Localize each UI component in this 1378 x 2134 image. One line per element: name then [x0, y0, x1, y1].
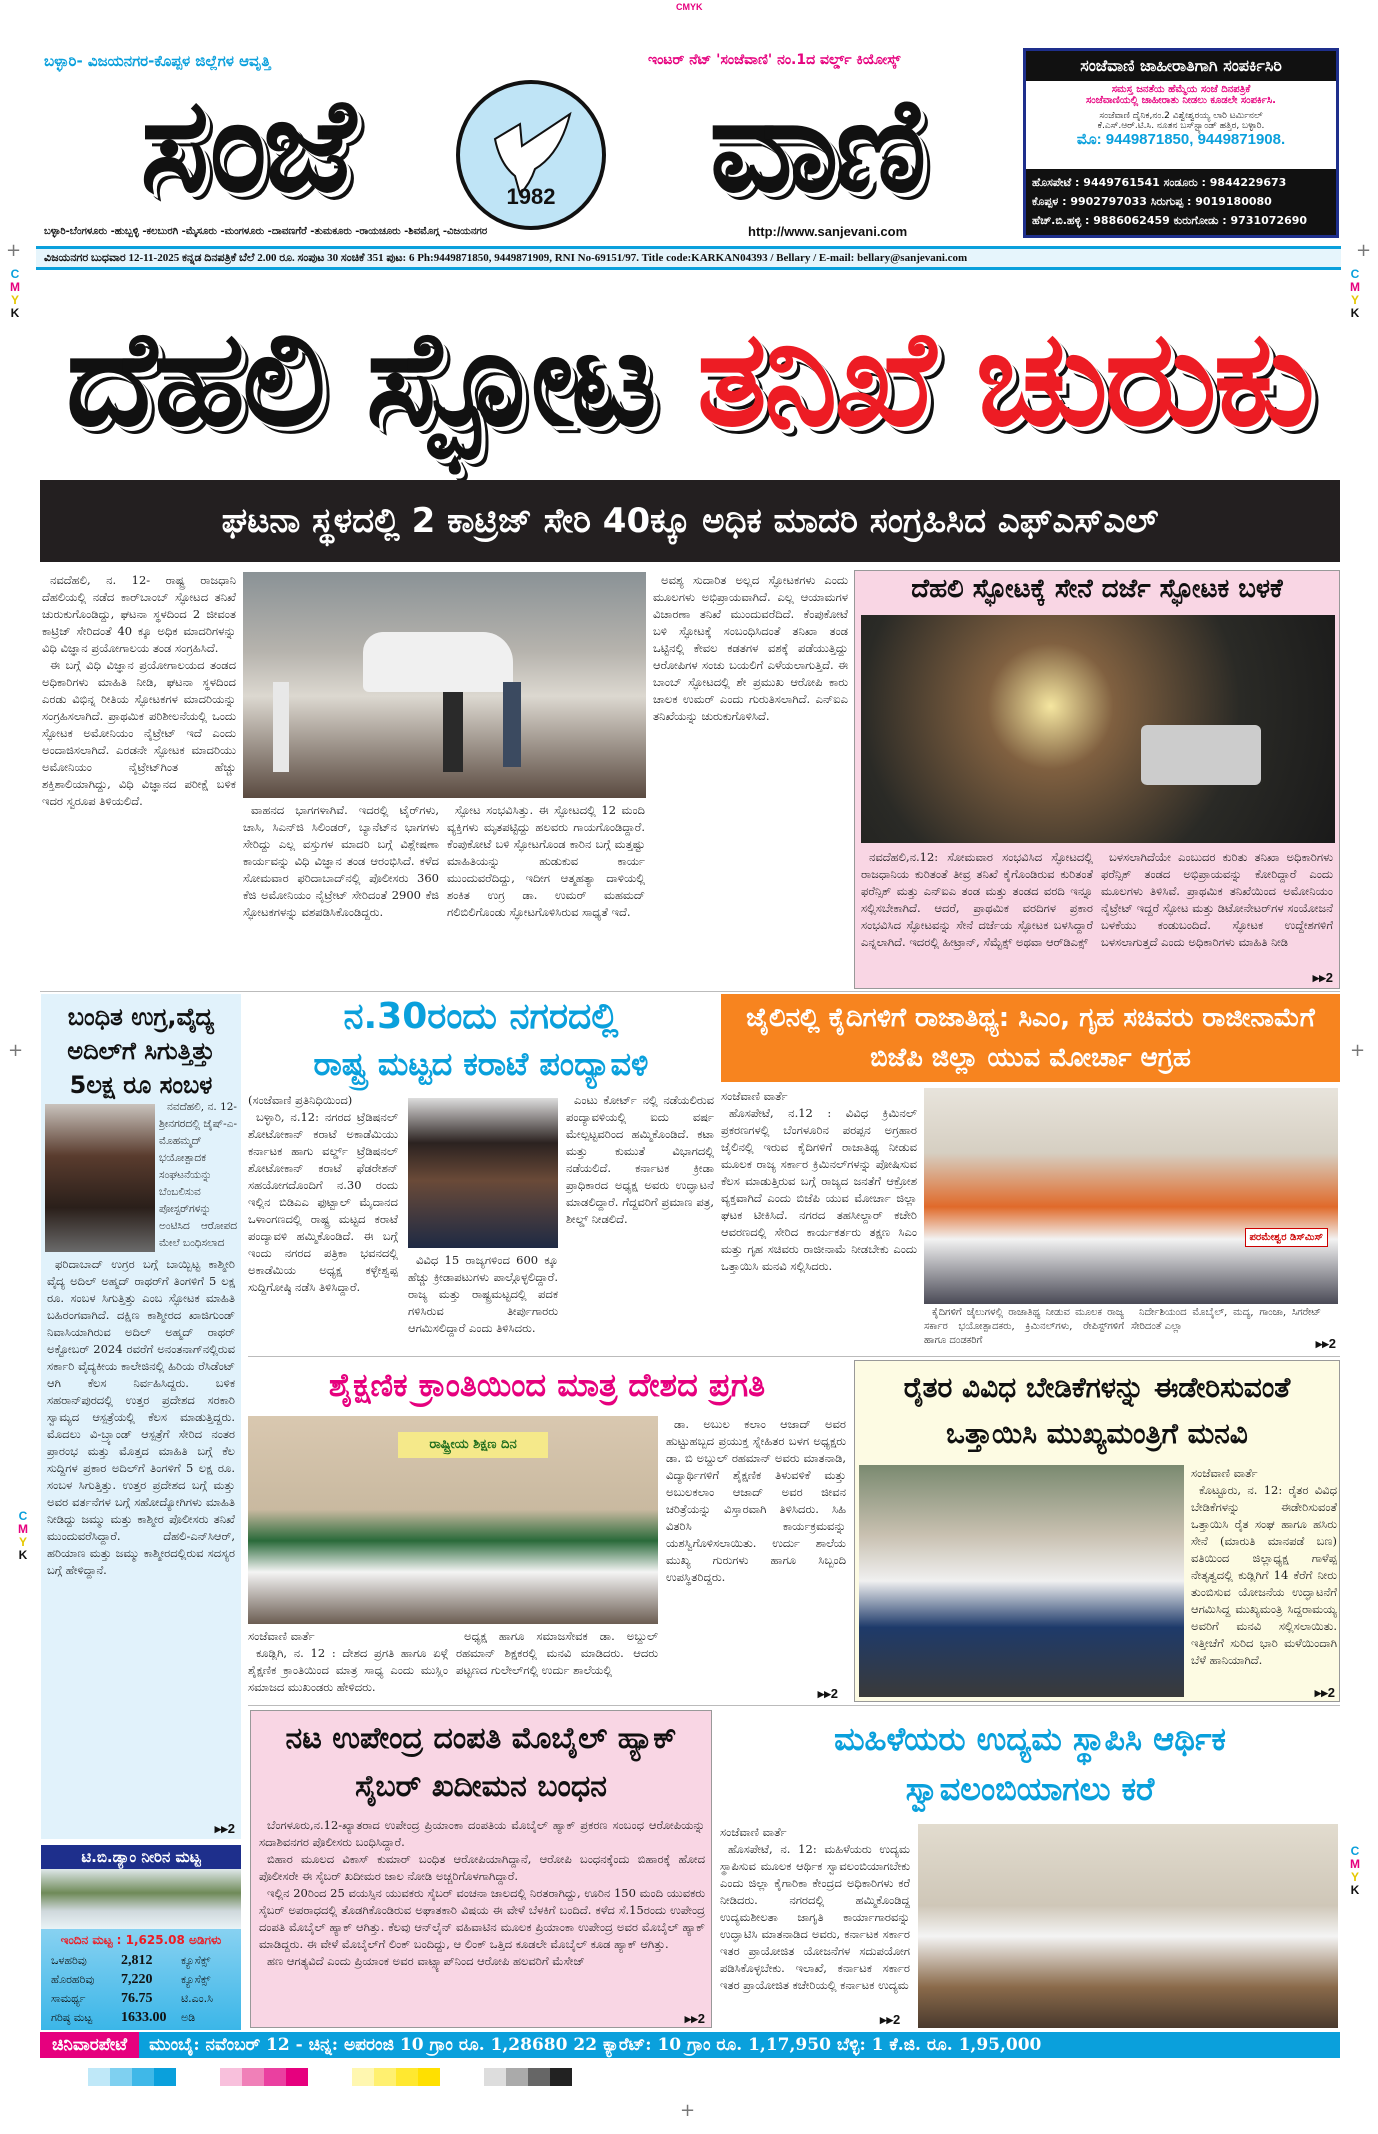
lead-subhead: ಘಟನಾ ಸ್ಥಳದಲ್ಲಿ 2 ಕಾಟ್ರಿಜ್ ಸೇರಿ 40ಕ್ಕೂ ಅಧಿಕ ಮಾದರಿ ಸಂಗ್ರಹಿಸಿದ ಎಫ್‌ಎಸ್‌ಎಲ್ — [40, 480, 1340, 562]
protest-placard: ಪರಮೇಶ್ವರ ಡಿಸ್‌ಮಿಸ್ — [1245, 1228, 1329, 1247]
cmyk-mark-right: C M Y K — [1350, 267, 1360, 320]
divider — [248, 1356, 1340, 1357]
cmyk-mark-right-2: C M Y K — [1350, 1844, 1360, 1897]
ticker-text: ಮುಂಬೈ: ನವೆಂಬರ್ 12 - ಚಿನ್ನ: ಅಪರಂಜಿ 10 ಗ್ರಾಂ ರೂ. 1,28680 22 ಕ್ಯಾರೆಟ್: 10 ಗ್ರಾಂ ರೂ. 1,17,950 ಬೆಳ್ಳಿ: 1 ಕೆ.ಜಿ. ರೂ. 1,95,000 — [139, 2032, 1340, 2058]
jail-protest-photo — [924, 1088, 1338, 1304]
continued-marker[interactable]: ▸▸2 — [1312, 970, 1333, 985]
dam-box-title: ಟಿ.ಬಿ.ಡ್ಯಾಂ ನೀರಿನ ಮಟ್ಟ — [41, 1845, 241, 1869]
website-link[interactable]: http://www.sanjevani.com — [748, 224, 908, 239]
education-col1: ಕೂಡ್ಲಿಗಿ, ನ. 12 : ದೇಶದ ಪ್ರಗತಿ ಹಾಗೂ ಏಳ್ಗೆ ಶೈಕ್ಷಣಿಕ ಕ್ರಾಂತಿಯಿಂದ ಮಾತ್ರ ಸಾಧ್ಯ ಎಂದು ಮುಸ್ಲಿಂ ಸಮಾಜದ ಮುಖಂಡರು ಹೇಳಿದರು. — [248, 1646, 448, 1694]
logo-year: 1982 — [506, 184, 556, 209]
crosshair-mark: + — [680, 2100, 696, 2121]
jail-caption-2: ನಿರ್ದೇಶಿಯಂದ ಮೊಬೈಲ್, ಮದ್ಯ, ಗಾಂಜಾ, ಸಿಗರೇಟ್ ಸೇರಿದಂತೆ ಎಲ್ಲಾ — [1131, 1307, 1321, 1332]
farmers-body: ಕೊಟ್ಟೂರು, ನ. 12: ರೈತರ ವಿವಿಧ ಬೇಡಿಕೆಗಳನ್ನು ಈಡೇರಿಸುವಂತೆ ಒತ್ತಾಯಿಸಿ ರೈತ ಸಂಘ ಹಾಗೂ ಹಸಿರು ಸೇನೆ (ಮಾರುತಿ ಮಾನಪಡೆ ಬಣ) ವತಿಯಿಂದ ಜಿಲ್ಲಾಧ್ಯಕ್ಷ ಗಾಳೆಪ್ಪ ನೇತೃತ್ವದಲ್ಲಿ ಕುಡ್ಲಿಗಿಗೆ 14 ಕೆರೆಗೆ ನೀರು ತುಂಬಿಸುವ ಯೋಜನೆಯ ಉದ್ಘಾಟನೆಗೆ ಆಗಮಿಸಿದ್ದ ಮುಖ್ಯಮಂತ್ರಿ ಸಿದ್ದರಾಮಯ್ಯ ಅವರಿಗೆ ಮನವಿ ಸಲ್ಲಿಸಲಾಯಿತು. ಇತ್ತೀಚೆಗೆ ಸುರಿದ ಭಾರಿ ಮಳೆಯಿಂದಾಗಿ ಬೆಳೆ ಹಾನಿಯಾಗಿದೆ. — [1191, 1483, 1337, 1667]
crosshair-mark: + — [1356, 240, 1372, 261]
dam-row: ಒಳಹರಿವು 2,812 ಕ್ಯೂಸೆಕ್ಸ್ — [51, 1953, 211, 1968]
education-headline: ಶೈಕ್ಷಣಿಕ ಕ್ರಾಂತಿಯಿಂದ ಮಾತ್ರ ದೇಶದ ಪ್ರಗತಿ — [328, 1366, 766, 1404]
karate-photo-caption: ವಿವಿಧ 15 ರಾಜ್ಯಗಳಿಂದ 600 ಕ್ಕೂ ಹೆಚ್ಚು ಕ್ರೀಡಾಪಟುಗಳು ಪಾಲ್ಗೊಳ್ಳಲಿದ್ದಾರೆ. ರಾಜ್ಯ ಮತ್ತು ರಾಷ್ಟ್ರಮಟ್ಟದಲ್ಲಿ ಪದಕ ಗಳಿಸಿರುವ ತೀರ್ಪುಗಾರರು ಆಗಮಿಸಲಿದ್ದಾರೆ ಎಂದು ತಿಳಿಸಿದರು. — [408, 1253, 558, 1335]
women-event-photo — [918, 1824, 1338, 2028]
continued-marker[interactable]: ▸▸2 — [817, 1686, 838, 1701]
doctor-story-box — [41, 994, 241, 1839]
color-calibration-bar — [88, 2068, 572, 2086]
karate-story — [248, 994, 714, 1352]
cmyk-mark-left: C M Y K — [10, 267, 20, 320]
continued-marker[interactable]: ▸▸2 — [880, 2012, 901, 2027]
farmers-byline: ಸಂಜೆವಾಣಿ ವಾರ್ತೆ — [1191, 1466, 1258, 1480]
doctor-story-body: ಫರಿದಾಬಾದ್ ಉಗ್ರರ ಬಗ್ಗೆ ಬಾಯ್ಬಿಟ್ಟ ಕಾಶ್ಮೀರಿ ವೈದ್ಯ ಅದಿಲ್ ಅಹ್ಮದ್ ರಾಥರ್‌ಗೆ ತಿಂಗಳಿಗೆ 5 ಲಕ್ಷ ರೂ. ಸಂಬಳ ಸಿಗುತ್ತಿತ್ತು ಎಂಬ ಸ್ಫೋಟಕ ಮಾಹಿತಿ ಬಹಿರಂಗವಾಗಿದೆ. ದಕ್ಷಿಣ ಕಾಶ್ಮೀರದ ಖಾಜಿಗುಂಡ್ ನಿವಾಸಿಯಾಗಿರುವ ಅದಿಲ್ ಅಹ್ಮದ್ ರಾಥರ್ ಅಕ್ಟೋಬರ್ 2024 ರವರೆಗೆ ಅನಂತನಾಗ್‌ನಲ್ಲಿರುವ ಸರ್ಕಾರಿ ವೈದ್ಯಕೀಯ ಕಾಲೇಜಿನಲ್ಲಿ ಹಿರಿಯ ರೆಸಿಡೆಂಟ್ ಆಗಿ ಕೆಲಸ ನಿರ್ವಹಿಸಿದ್ದರು. ಬಳಿಕ ಸಹರಾನ್‌ಪುರದಲ್ಲಿ ಉತ್ತರ ಪ್ರದೇಶದ ಸರಕಾರಿ ಸ್ವಾಮ್ಯದ ಆಸ್ಪತ್ರೆಯಲ್ಲಿ ಕೆಲಸ ಮಾಡುತ್ತಿದ್ದರು. ಮೊದಲು ವಿ-ಬ್ರ್ಯಾಂಡ್ ಆಸ್ಪತ್ರೆಗೆ ಸೇರಿದ ನಂತರ ಪ್ರಾರಂಭ ಮತ್ತು ಮೊತ್ತದ ಮಾಹಿತಿ ಬಗ್ಗೆ ಕೆಲ ಸುದ್ದಿಗಳ ಪ್ರಕಾರ ಅದಿಲ್‌ಗೆ ತಿಂಗಳಿಗೆ 5 ಲಕ್ಷ ರೂ. ಸಂಬಳ ಸಿಗುತ್ತಿತ್ತು. ಉತ್ತರ ಪ್ರದೇಶದ ಬಗ್ಗೆ ಮತ್ತು ಅವರ ವರ್ತನೆಗಳ ಬಗ್ಗೆ ಸಹೋದ್ಯೋಗಿಗಳು ಮಾಹಿತಿ ನೀಡಿದ್ದು ಜಮ್ಮು ಮತ್ತು ಕಾಶ್ಮೀರ ಪೊಲೀಸರು ತನಿಖೆ ಮುಂದುವರೆಸಿದ್ದಾರೆ. ದೆಹಲಿ-ಎನ್‌ಸಿಆರ್, ಹರಿಯಾಣ ಮತ್ತು ಜಮ್ಮು ಕಾಶ್ಮೀರದಲ್ಲಿರುವ ಸದಸ್ಯರ ಬಗ್ಗೆ ಹೇಳಿದ್ದಾನೆ. — [47, 1257, 235, 1577]
karate-headline-1: ನ.30ರಂದು ನಗರದಲ್ಲಿ — [343, 996, 619, 1037]
blast-story-headline: ದೆಹಲಿ ಸ್ಫೋಟಕ್ಕೆ ಸೇನೆ ದರ್ಜೆ ಸ್ಫೋಟಕ ಬಳಕೆ — [911, 574, 1283, 604]
lead-headline-black: ದೆಹಲಿ ಸ್ಫೋಟ — [66, 302, 655, 456]
jail-headline: ಜೈಲಿನಲ್ಲಿ ಕೈದಿಗಳಿಗೆ ರಾಜಾತಿಥ್ಯ: ಸಿಎಂ, ಗೃಹ ಸಚಿವರು ರಾಜೀನಾಮೆಗೆ ಬಿಜೆಪಿ ಜಿಲ್ಲಾ ಯುವ ಮೋರ್ಚಾ ಆಗ್ರಹ — [721, 994, 1340, 1082]
ad-contact: ಕೊಪ್ಪಳ : 9902797033 ಸಿರುಗುಪ್ಪ : 9019180080 — [1032, 195, 1272, 208]
ad-address: ಕೆ.ಎಸ್.ಆರ್.ಟಿ.ಸಿ. ನೂತನ ಬಸ್‌ಸ್ಟ್ಯಾಂಡ್ ಹತ್ತಿರ, ಬಳ್ಳಾರಿ. — [1097, 121, 1265, 131]
dam-level-box — [41, 1845, 241, 2030]
dam-row: ಹೊರಹರಿವು 7,220 ಕ್ಯೂಸೆಕ್ಸ್ — [51, 1972, 211, 1987]
education-col2: ಅಧ್ಯಕ್ಷ ಹಾಗೂ ಸಮಾಜಸೇವಕ ಡಾ. ಅಬ್ದುಲ್ ರಹಮಾನ್ ಶಿಕ್ಷಕರಲ್ಲಿ ಮನವಿ ಮಾಡಿದರು. ಆದರು ಪಟ್ಟಣದ ಗುಲೇಲ್‌ಗಲ್ಲಿ ಉರ್ದು ಶಾಲೆಯಲ್ಲಿ — [456, 1629, 658, 1677]
lead-headline-red: ತನಿಖೆ ಚುರುಕು — [697, 302, 1312, 456]
masthead-logo — [36, 69, 1016, 230]
jail-byline: ಸಂಜೆವಾಣಿ ವಾರ್ತೆ — [721, 1089, 788, 1103]
jail-story — [721, 994, 1340, 1352]
crosshair-mark: + — [6, 240, 22, 261]
upendra-body: ಬೆಂಗಳೂರು,ನ.12-ಖ್ಯಾತರಾದ ಉಪೇಂದ್ರ ಪ್ರಿಯಾಂಕಾ ದಂಪತಿಯ ಮೊಬೈಲ್ ಹ್ಯಾಕ್ ಪ್ರಕರಣ ಸಂಬಂಧ ಆರೋಪಿಯನ್ನು ಸದಾಶಿವನಗರ ಪೊಲೀಸರು ಬಂಧಿಸಿದ್ದಾರೆ. ಬಿಹಾರ ಮೂಲದ ವಿಕಾಸ್ ಕುಮಾರ್ ಬಂಧಿತ ಆರೋಪಿಯಾಗಿದ್ದಾನೆ, ಆರೋಪಿ ಬಂಧನಕ್ಕೆಂದು ಬಿಹಾರಕ್ಕೆ ಹೋದ ಪೊಲೀಸರೇ ಈ ಸೈಬರ್ ಖದೀಮರ ಜಾಲ ನೋಡಿ ಅಚ್ಚರಿಗೊಳಗಾಗಿದ್ದಾರೆ. ಇಲ್ಲಿನ 20ರಿಂದ 25 ವಯಸ್ಸಿನ ಯುವಕರು ಸೈಬರ್ ವಂಚನಾ ಜಾಲದಲ್ಲಿ ನಿರತರಾಗಿದ್ದು, ಊರಿನ 150 ಮಂದಿ ಯುವಕರು ಸೈಬರ್ ಅಪರಾಧದಲ್ಲಿ ತೊಡಗಿಕೊಂಡಿರುವ ಅಘಾತಕಾರಿ ವಿಷಯ ಈ ವೇಳೆ ಬೆಳಕಿಗೆ ಬಂದಿದೆ. ಕಳೆದ ಸೆ.15ರಂದು ಉಪೇಂದ್ರ ದಂಪತಿ ಮೊಬೈಲ್ ಹ್ಯಾಕ್ ಆಗಿತ್ತು. ಕೆಲವು ಆನ್‌ಲೈನ್ ವಹಿವಾಟಿನ ಮೂಲಕ ಪ್ರಿಯಾಂಕಾ ಉಪೇಂದ್ರ ಅವರ ಮೊಬೈಲ್ ಹ್ಯಾಕ್ ಮಾಡಿದ್ದರು. ಈ ವೇಳೆ ಮೊಬೈಲ್‌ಗೆ ಲಿಂಕ್ ಬಂದಿದ್ದು, ಆ ಲಿಂಕ್ ಒತ್ತಿದ ಕೂಡಲೇ ಮೊಬೈಲ್ ಕೂಡ ಹ್ಯಾಕ್ ಆಗಿತ್ತು. ಹಣ ಆಗತ್ಯವಿದೆ ಎಂದು ಪ್ರಿಯಾಂಕ ಅವರ ವಾಟ್ಸ್ಯಾಪ್‌ನಿಂದ ಆರೋಪಿ ಹಲವರಿಗೆ ಮೆಸೇಜ್ — [259, 1818, 705, 1968]
karate-byline: (ಸಂಜೆವಾಣಿ ಪ್ರತಿನಿಧಿಯಿಂದ) — [248, 1093, 353, 1107]
ad-box-title: ಸಂಜೆವಾಣಿ ಜಾಹೀರಾತಿಗಾಗಿ ಸಂಪರ್ಕಿಸಿರಿ — [1080, 56, 1282, 75]
ad-address: ಸಂಜೆವಾಣಿ ದೈನಿಕ,ನಂ.2 ವಿಶ್ವೇಶ್ವರಯ್ಯ ಲಾರಿ ಟರ್ಮಿನಲ್ — [1099, 111, 1263, 121]
dam-row: ಗರಿಷ್ಠ ಮಟ್ಟ 1633.00 ಅಡಿ — [51, 2010, 196, 2025]
farmers-photo — [859, 1465, 1184, 1697]
dam-today-level: ಇಂದಿನ ಮಟ್ಟ : 1,625.08 ಅಡಿಗಳು — [60, 1933, 222, 1947]
women-body: ಹೊಸಪೇಟೆ, ನ. 12: ಮಹಿಳೆಯರು ಉದ್ಯಮ ಸ್ಥಾಪಿಸುವ ಮೂಲಕ ಆರ್ಥಿಕ ಸ್ವಾವಲಂಬಿಯಾಗಬೇಕು ಎಂದು ಜಿಲ್ಲಾ ಕೈಗಾರಿಕಾ ಕೇಂದ್ರದ ಅಧಿಕಾರಿಗಳು ಕರೆ ನೀಡಿದರು. ನಗರದಲ್ಲಿ ಹಮ್ಮಿಕೊಂಡಿದ್ದ ಉದ್ಯಮಶೀಲತಾ ಜಾಗೃತಿ ಕಾರ್ಯಾಗಾರವನ್ನು ಉದ್ಘಾಟಿಸಿ ಮಾತನಾಡಿದ ಅವರು, ಕರ್ನಾಟಕ ಸರ್ಕಾರ ಇತರ ಪ್ರಾಯೋಜಿತ ಯೋಜನೆಗಳ ಸದುಪಯೋಗ ಪಡಿಸಿಕೊಳ್ಳಬೇಕು. ಇಲಾಖೆ, ಕರ್ನಾಟಕ ಸರ್ಕಾರ ಇತರ ಪ್ರಾಯೋಜಿತ ಕಚೇರಿಯಲ್ಲಿ ಕರ್ನಾಟಕ ಉದ್ಯಮ — [720, 1842, 910, 1992]
dam-row: ಸಾಮರ್ಥ್ಯ 76.75 ಟಿ.ಎಂ.ಸಿ — [51, 1991, 213, 2006]
divider — [248, 1705, 1340, 1706]
ticker-label: ಚಿನಿವಾರಪೇಟೆ — [40, 2032, 139, 2058]
karate-col2: ಎಂಟು ಕೋರ್ಟ್ ನಲ್ಲಿ ನಡೆಯಲಿರುವ ಪಂದ್ಯಾವಳಿಯಲ್ಲಿ ಐದು ವರ್ಷ ಮೇಲ್ಪಟ್ಟವರಿಂದ ಹಮ್ಮಿಕೊಂಡಿದೆ. ಕಟಾ ಮತ್ತು ಕುಮುತೆ ವಿಭಾಗದಲ್ಲಿ ನಡೆಯಲಿದೆ. ಕರ್ನಾಟಕ ಕ್ರೀಡಾ ಪ್ರಾಧಿಕಾರದ ಅಧ್ಯಕ್ಷ ಅವರು ಉದ್ಘಾಟನೆ ಮಾಡಲಿದ್ದಾರೆ. ಗೆದ್ದವರಿಗೆ ಪ್ರಮಾಣ ಪತ್ರ, ಶೀಲ್ಡ್ ನೀಡಲಿದೆ. — [566, 1093, 714, 1226]
lead-photo-blast-site — [243, 572, 646, 798]
doctor-story-headline: ಬಂಧಿತ ಉಗ್ರ,ವೈದ್ಯ ಅದಿಲ್‌ಗೆ ಸಿಗುತ್ತಿತ್ತು 5ಲಕ್ಷ ರೂ ಸಂಬಳ — [67, 1003, 215, 1099]
lead-article-col3: ಸ್ಫೋಟ ಸಂಭವಿಸಿತ್ತು. ಈ ಸ್ಫೋಟದಲ್ಲಿ 12 ಮಂದಿ ವ್ಯಕ್ತಿಗಳು ಮೃತಪಟ್ಟಿದ್ದು ಹಲವರು ಗಾಯಗೊಂಡಿದ್ದಾರೆ. ಕೆಂಪುಕೋಟೆ ಬಳಿ ಸ್ಫೋಟಗೊಂಡ ಕಾರಿನ ಬಗ್ಗೆ ಮತ್ತಷ್ಟು ಮಾಹಿತಿಯನ್ನು ಹುಡುಕುವ ಕಾರ್ಯ ಮುಂದುವರೆದಿದ್ದು, ಇದೀಗ ಆತ್ಮಹತ್ಯಾ ದಾಳಿಯಲ್ಲಿ ಶಂಕಿತ ಉಗ್ರ ಡಾ. ಉಮರ್ ಮಹಮದ್ ಗಲಿಬಿಲಿಗೊಂಡು ಸ್ಫೋಟಗೊಳಿಸಿರುವ ಸಾಧ್ಯತೆ ಇದೆ. — [447, 803, 645, 919]
women-entrepreneur-story — [720, 1710, 1340, 2028]
continued-marker[interactable]: ▸▸2 — [1314, 1685, 1335, 1700]
doctor-story-intro: ನವದೆಹಲಿ, ನ. 12-ಶ್ರೀನಗರದಲ್ಲಿ ಜೈಷ್-ಎ-ಮೊಹಮ್ಮದ್ ಭಯೋತ್ಪಾದಕ ಸಂಘಟನೆಯನ್ನು ಬೆಂಬಲಿಸುವ ಪೋಸ್ಟರ್‌ಗಳನ್ನು ಅಂಟಿಸಿದ ಆರೋಪದ ಮೇಲೆ ಬಂಧಿಸಲಾದ — [159, 1101, 237, 1249]
kiosk-tagline: ಇಂಟರ್ ನೆಟ್ 'ಸಂಜೆವಾಣಿ' ನಂ.1ದ ವರ್ಲ್ಡ್ ಕಿಯೋಸ್ಕ್ — [648, 52, 901, 68]
jail-caption: ಕೈದಿಗಳಿಗೆ ಜೈಲುಗಳಲ್ಲಿ ರಾಜಾತಿಥ್ಯ ನೀಡುವ ಮೂಲಕ ರಾಜ್ಯ ಸರ್ಕಾರ ಭಯೋತ್ಪಾದಕರು, ಕ್ರಿಮಿನಲ್‌ಗಳು, ರೇಪಿಸ್ಟ್‌ಗಳಿಗೆ ಹಾಗೂ ದಂಡಕರಿಗೆ — [924, 1307, 1124, 1346]
continued-marker[interactable]: ▸▸2 — [214, 1821, 235, 1836]
blast-story-box — [854, 570, 1340, 989]
blast-story-col2: ಬಳಸಲಾಗಿದೆಯೇ ಎಂಬುದರ ಕುರಿತು ತನಿಖಾ ಅಧಿಕಾರಿಗಳು ಫರೆನ್ಸಿಕ್ ತಂಡದ ಅಭಿಪ್ರಾಯವನ್ನು ಕೋರಿದ್ದಾರೆ ಎಂದು ಮೂಲಗಳು ತಿಳಿಸಿವೆ. ಪ್ರಾಥಮಿಕ ತನಿಖೆಯಿಂದ ಅಮೋನಿಯಂ ನೈಟ್ರೇಟ್ ಇದ್ದರೆ ಸ್ಫೋಟ ಮತ್ತು ಡಿಟೋನೇಟರ್‌ಗಳ ಸಂಯೋಜನೆ ಬಳಕೆಯು ಕಂಡುಬಂದಿದೆ. ಸ್ಫೋಟಕ ಉದ್ದೇಶಗಳಿಗೆ ಬಳಸಲಾಗುತ್ತದೆ ಎಂದು ಅಧಿಕಾರಿಗಳು ಮಾಹಿತಿ ನೀಡಿ — [1101, 850, 1333, 949]
farmers-headline: ರೈತರ ವಿವಿಧ ಬೇಡಿಕೆಗಳನ್ನು ಈಡೇರಿಸುವಂತೆ ಒತ್ತಾಯಿಸಿ ಮುಖ್ಯಮಂತ್ರಿಗೆ ಮನವಿ — [903, 1371, 1291, 1450]
ad-mobile: ಮೊ: 9449871850, 9449871908. — [1076, 131, 1286, 148]
continued-marker[interactable]: ▸▸2 — [684, 2011, 705, 2026]
ad-contact: ಹೊಸಪೇಟೆ : 9449761541 ಸಂಡೂರು : 9844229673 — [1032, 176, 1287, 189]
crosshair-mark: + — [1350, 1040, 1366, 1061]
divider — [40, 991, 1340, 992]
logo-dove-emblem — [456, 80, 606, 230]
jail-body: ಹೊಸಪೇಟೆ, ನ.12 : ವಿವಿಧ ಕ್ರಿಮಿನಲ್ ಪ್ರಕರಣಗಳಲ್ಲಿ ಬೆಂಗಳೂರಿನ ಪರಪ್ಪನ ಅಗ್ರಹಾರ ಜೈಲಿನಲ್ಲಿ ಇರುವ ಕೈದಿಗಳಿಗೆ ರಾಜಾತಿಥ್ಯ ನೀಡುವ ಮೂಲಕ ರಾಜ್ಯ ಸರ್ಕಾರ ಕ್ರಿಮಿನಲ್‌ಗಳನ್ನು ಪೋಷಿಸುವ ಕೆಲಸ ಮಾಡುತ್ತಿರುವ ಬಗ್ಗೆ ರಾಜ್ಯದ ಜನತೆಗೆ ಆಕ್ರೋಶ ವ್ಯಕ್ತವಾಗಿದೆ ಎಂದು ಬಿಜೆಪಿ ಯುವ ಮೋರ್ಚಾ ಜಿಲ್ಲಾ ಘಟಕ ಟೀಕಿಸಿದೆ. ನಗರದ ತಹಸೀಲ್ದಾರ್ ಕಚೇರಿ ಆವರಣದಲ್ಲಿ ಸೇರಿದ ಕಾರ್ಯಕರ್ತರು ತಕ್ಷಣ ಸಿಎಂ ಮತ್ತು ಗೃಹ ಸಚಿವರು ರಾಜೀನಾಮೆ ನೀಡಬೇಕು ಎಂದು ಒತ್ತಾಯಿಸಿ ಮನವಿ ಸಲ್ಲಿಸಿದರು. — [721, 1106, 917, 1273]
lead-article-col1: ನವದೆಹಲಿ, ನ. 12- ರಾಷ್ಟ್ರ ರಾಜಧಾನಿ ದೆಹಲಿಯಲ್ಲಿ ನಡೆದ ಕಾರ್‌ಬಾಂಬ್ ಸ್ಫೋಟದ ತನಿಖೆ ಚುರುಕುಗೊಂಡಿದ್ದು, ಘಟನಾ ಸ್ಥಳದಿಂದ 2 ಜೀವಂತ ಕಾಟ್ರಿಜ್ ಸೇರಿದಂತೆ 40 ಕ್ಕೂ ಅಧಿಕ ಮಾದರಿಗಳನ್ನು ವಿಧಿ ವಿಜ್ಞಾನ ಪ್ರಯೋಗಾಲಯ ತಂಡ ಸಂಗ್ರಹಿಸಿದೆ. ಈ ಬಗ್ಗೆ ವಿಧಿ ವಿಜ್ಞಾನ ಪ್ರಯೋಗಾಲಯದ ತಂಡದ ಅಧಿಕಾರಿಗಳು ಮಾಹಿತಿ ನೀಡಿ, ಘಟನಾ ಸ್ಥಳದಿಂದ ಎರಡು ವಿಭಿನ್ನ ರೀತಿಯ ಸ್ಫೋಟಕಗಳ ಮಾದರಿಯನ್ನು ಸಂಗ್ರಹಿಸಲಾಗಿದೆ. ಪ್ರಾಥಮಿಕ ಪರಿಶೀಲನೆಯಲ್ಲಿ ಒಂದು ಸ್ಫೋಟಕ ಅಮೋನಿಯಂ ನೈಟ್ರೇಟ್ ಇದೆ ಎಂದು ಅಂದಾಜಿಸಲಾಗಿದೆ. ಎರಡನೇ ಸ್ಫೋಟಕ ಮಾದರಿಯು ಅಮೋನಿಯಂ ನೈಟ್ರೇಟ್‌ಗಿಂತ ಹೆಚ್ಚು ಶಕ್ತಿಶಾಲಿಯಾಗಿದ್ದು, ವಿಧಿ ವಿಜ್ಞಾನದ ಪರೀಕ್ಷೆ ಬಳಿಕ ಇದರ ಸ್ವರೂಪ ತಿಳಿಯಲಿದೆ. — [42, 573, 236, 808]
farmers-story — [854, 1360, 1340, 1702]
registration-mark-top: CMYK — [676, 2, 703, 12]
women-headline: ಮಹಿಳೆಯರು ಉದ್ಯಮ ಸ್ಥಾಪಿಸಿ ಆರ್ಥಿಕ ಸ್ವಾವಲಂಬಿಯಾಗಲು ಕರೆ — [834, 1720, 1226, 1808]
upendra-headline: ನಟ ಉಪೇಂದ್ರ ದಂಪತಿ ಮೊಬೈಲ್ ಹ್ಯಾಕ್ ಸೈಬರ್ ಖದೀಮನ ಬಂಧನ — [285, 1721, 677, 1804]
lead-article-col4: ಅವಶ್ಯ ಸುದಾರಿತ ಅಲ್ಲದ ಸ್ಫೋಟಕಗಳು ಎಂದು ಮೂಲಗಳು ಅಭಿಪ್ರಾಯವಾಗಿದೆ. ಎಲ್ಲ ಆಯಾಮಗಳ ವಿಚಾರಣಾ ತನಿಖೆ ಮುಂದುವರೆದಿದೆ. ಕೆಂಪುಕೋಟೆ ಬಳಿ ಸ್ಫೋಟಕ್ಕೆ ಸಂಬಂಧಿಸಿದಂತೆ ತನಿಖಾ ತಂಡ ಒಟ್ಟಿನಲ್ಲಿ ಕೇವಲ ಕಡತಗಳ ವಶಕ್ಕೆ ಪಡೆಯುತ್ತಿದ್ದು ಆರೋಪಿಗಳ ಸಂಚು ಬಯಲಿಗೆ ಎಳೆಯಲಾಗುತ್ತಿದೆ. ಈ ಬಾಂಬ್ ಸ್ಫೋಟದಲ್ಲಿ ಶೇ ಪ್ರಮುಖ ಆರೋಪಿ ಕಾರು ಚಾಲಕ ಉಮರ್ ಎಂದು ಗುರುತಿಸಲಾಗಿದೆ. ಎನ್‌ಐಎ ತನಿಖೆಯನ್ನು ಚುರುಕುಗೊಳಿಸಿದೆ. — [653, 573, 848, 723]
women-byline: ಸಂಜೆವಾಣಿ ವಾರ್ತೆ — [720, 1825, 787, 1839]
education-story — [248, 1360, 846, 1702]
event-banner: ರಾಷ್ಟ್ರೀಯ ಶಿಕ್ಷಣ ದಿನ — [398, 1432, 548, 1458]
dateline-strip: ವಿಜಯನಗರ ಬುಧವಾರ 12-11-2025 ಕನ್ನಡ ದಿನಪತ್ರಿಕೆ ಬೆಲೆ 2.00 ರೂ. ಸಂಪುಟ 30 ಸಂಚಿಕೆ 351 ಪುಟ: 6 Ph:9449871850, 9449871909, RNI No-69151/97. Title code:KARKAN04393 / Bellary / E-mail: bellary@sanjevani.com — [36, 246, 1341, 270]
karate-headline-2: ರಾಷ್ಟ್ರ ಮಟ್ಟದ ಕರಾಟೆ ಪಂದ್ಯಾವಳಿ — [313, 1045, 649, 1083]
suspect-photo — [45, 1104, 155, 1252]
edition-cities: ಬಳ್ಳಾರಿ-ಬೆಂಗಳೂರು -ಹುಬ್ಬಳ್ಳಿ -ಕಲಬುರಗಿ -ಮೈಸೂರು -ಮಂಗಳೂರು -ದಾವಣಗೆರೆ -ತುಮಕೂರು -ರಾಯಚೂರು -ಶಿವಮೊಗ್ಗ -ವಿಜಯನಗರ — [44, 226, 488, 237]
lead-article-col2: ವಾಹನದ ಭಾಗಗಳಾಗಿವೆ. ಇದರಲ್ಲಿ ಟೈರ್‌ಗಳು, ಚಾಸಿ, ಸಿಎನ್‌ಜಿ ಸಿಲಿಂಡರ್, ಬ್ಯಾನೆಟ್‌ನ ಭಾಗಗಳು ಸೇರಿದ್ದು ಎಲ್ಲ ವಸ್ತುಗಳ ಮಾದರಿ ಬಗ್ಗೆ ವಿಶ್ಲೇಷಣಾ ಕಾರ್ಯವನ್ನು ವಿಧಿ ವಿಜ್ಞಾನ ತಂಡ ಆರಂಭಿಸಿದೆ. ಕಳೆದ ಸೋಮವಾರ ಫರಿದಾಬಾದ್‌ನಲ್ಲಿ ಪೊಲೀಸರು 360 ಕೆಜಿ ಅಮೋನಿಯಂ ನೈಟ್ರೇಟ್ ಸೇರಿದಂತೆ 2900 ಕೆಜಿ ಸ್ಫೋಟಕಗಳನ್ನು ವಶಪಡಿಸಿಕೊಂಡಿದ್ದರು. — [243, 803, 439, 919]
ad-line: ಸಂಜೆವಾಣಿಯಲ್ಲಿ ಜಾಹೀರಾತು ನೀಡಲು ಕೂಡಲೇ ಸಂಪರ್ಕಿಸಿ. — [1086, 95, 1276, 106]
dam-photo — [41, 1869, 241, 1929]
education-byline: ಸಂಜೆವಾಣಿ ವಾರ್ತೆ — [248, 1629, 315, 1643]
karate-body: ಬಳ್ಳಾರಿ, ನ.12: ನಗರದ ಟ್ರೆಡಿಷನಲ್ ಶೋಟೋಕಾನ್ ಕರಾಟೆ ಅಕಾಡೆಮಿಯು ಕರ್ನಾಟಕ ಹಾಗು ವರ್ಲ್ಡ್ ಟ್ರೆಡಿಷನಲ್ ಶೋಟೋಕಾನ್ ಕರಾಟೆ ಫೆಡರೇಶನ್ ಸಹಯೋಗದೊಂದಿಗೆ ನ.30 ರಂದು ಇಲ್ಲಿನ ಬಿಡಿಎಎ ಫುಟ್ಬಾಲ್ ಮೈದಾನದ ಒಳಾಂಗಣದಲ್ಲಿ ರಾಷ್ಟ್ರ ಮಟ್ಟದ ಕರಾಟೆ ಪಂದ್ಯಾವಳಿ ಹಮ್ಮಿಕೊಂಡಿದೆ. ಈ ಬಗ್ಗೆ ಇಂದು ನಗರದ ಪತ್ರಿಕಾ ಭವನದಲ್ಲಿ ಅಕಾಡೆಮಿಯ ಅಧ್ಯಕ್ಷ ಕಳ್ಳೇಶ್ವಪ್ಪ ಸುದ್ದಿಗೋಷ್ಠಿ ನಡೆಸಿ ತಿಳಿಸಿದ್ದಾರೆ. — [248, 1110, 398, 1294]
cmyk-mark-left-2: C M Y K — [18, 1509, 28, 1562]
crosshair-mark: + — [8, 1040, 24, 1061]
continued-marker[interactable]: ▸▸2 — [1315, 1336, 1336, 1351]
ad-line: ಸಮಸ್ತ ಜನತೆಯ ಹೆಮ್ಮೆಯ ಸಂಜೆ ದಿನಪತ್ರಿಕೆ — [1111, 84, 1251, 95]
upendra-story — [250, 1710, 712, 2028]
ad-contact: ಹೆಚ್.ಬಿ.ಹಳ್ಳಿ : 9886062459 ಕುರುಗೋಡು : 9731072690 — [1032, 214, 1308, 227]
education-event-photo — [248, 1416, 658, 1624]
edition-tagline: ಬಳ್ಳಾರಿ- ವಿಜಯನಗರ-ಕೊಪ್ಪಳ ಜಿಲ್ಲೆಗಳ ಆವೃತ್ತಿ — [44, 52, 271, 70]
karate-organizer-photo — [408, 1098, 558, 1248]
bullion-ticker — [40, 2032, 1340, 2058]
lead-headline — [38, 284, 1340, 474]
education-right-col: ಡಾ. ಅಬುಲ ಕಲಾಂ ಆಜಾದ್ ಅವರ ಹುಟ್ಟುಹಬ್ಬದ ಪ್ರಯುಕ್ತ ಸ್ನೇಹಿತರ ಬಳಗ ಅಧ್ಯಕ್ಷರು ಡಾ. ಬಿ ಅಬ್ದುಲ್ ರಹಮಾನ್ ಅವರು ಮಾತನಾಡಿ, ವಿದ್ಯಾರ್ಥಿಗಳಿಗೆ ಶೈಕ್ಷಣಿಕ ತಿಳುವಳಿಕೆ ಮತ್ತು ಅಬುಲಕಲಾಂ ಆಜಾದ್ ಅವರ ಜೀವನ ಚರಿತ್ರೆಯನ್ನು ವಿಸ್ತಾರವಾಗಿ ತಿಳಿಸಿದರು. ಸಿಹಿ ವಿತರಿಸಿ ಕಾರ್ಯಕ್ರಮವನ್ನು ಯಶಸ್ವಿಗೊಳಿಸಲಾಯಿತು. ಉರ್ದು ಶಾಲೆಯ ಮುಖ್ಯ ಗುರುಗಳು ಹಾಗೂ ಸಿಬ್ಬಂದಿ ಉಪಸ್ಥಿತರಿದ್ದರು. — [666, 1417, 846, 1584]
blast-story-photo — [861, 615, 1335, 843]
logo-text-right: ವಾಣಿ — [709, 69, 923, 221]
blast-story-col1: ನವದೆಹಲಿ,ನ.12: ಸೋಮವಾರ ಸಂಭವಿಸಿದ ಸ್ಫೋಟದಲ್ಲಿ ರಾಜಧಾನಿಯ ಕುರಿತಂತೆ ತೀವ್ರ ತನಿಖೆ ಕೈಗೊಂಡಿರುವ ಕುರಿತಂತೆ ಫರೆನ್ಸಿಕ್ ಮತ್ತು ಎನ್‌ಐಎ ತಂಡ ಮತ್ತು ತಂಡದ ವರದಿ ಇನ್ನೂ ಸಲ್ಲಿಸಬೇಕಾಗಿದೆ. ಆದರೆ, ಪ್ರಾಥಮಿಕ ವರದಿಗಳ ಪ್ರಕಾರ ಸಂಭವಿಸಿದ ಸ್ಫೋಟವನ್ನು ಸೇನೆ ದರ್ಜೆಯ ಸ್ಫೋಟಕ ಬಳಸಿದ್ದಾರೆ ಎನ್ನಲಾಗಿದೆ. ಇದರಲ್ಲಿ ಹೀಟ್ರಾನ್, ಸೆಮ್ಟೆಕ್ಸ್ ಅಥವಾ ಆರ್‌ಡಿಎಕ್ಸ್ — [861, 850, 1093, 949]
logo-text-left: ಸಂಜೆ — [140, 69, 352, 221]
advertisement-contact-box — [1023, 48, 1339, 238]
